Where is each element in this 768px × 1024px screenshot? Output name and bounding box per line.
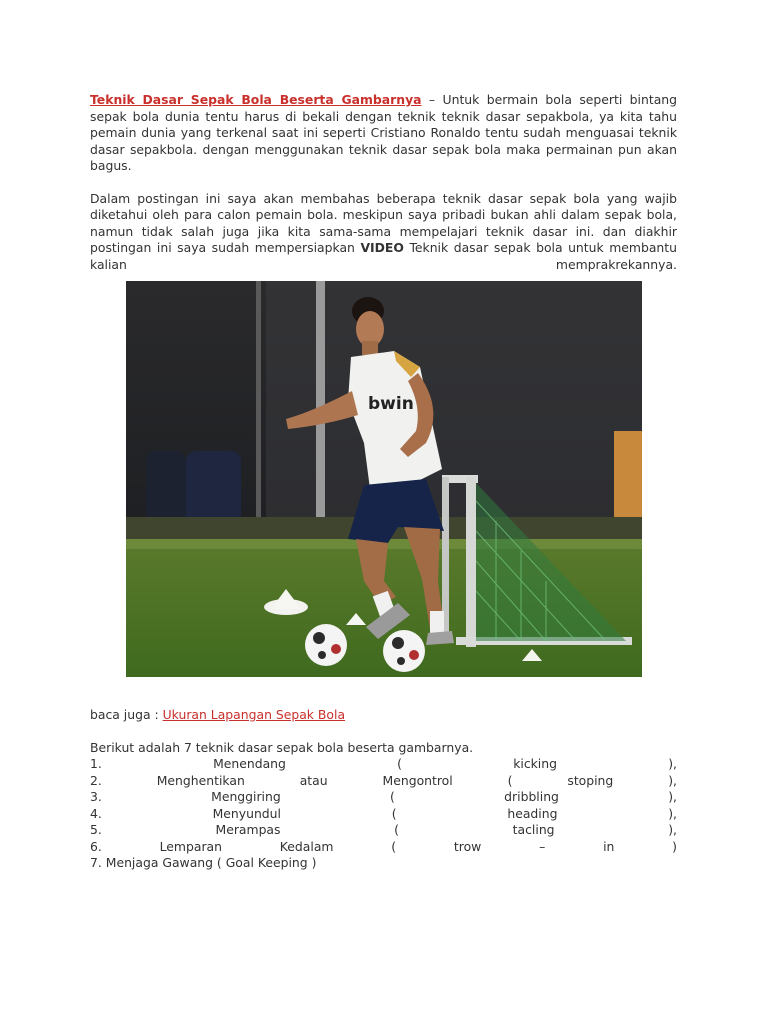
list-item-paren: ( [394, 822, 399, 837]
list-item-dash: – [539, 838, 546, 854]
article [90, 92, 677, 872]
title-link[interactable]: Teknik Dasar Sepak Bola Beserta Gambarnya [90, 92, 422, 107]
list-item-number: 2. [90, 772, 102, 788]
list-item-paren: ) [672, 838, 677, 854]
list-item-paren: ), [668, 789, 677, 804]
list-intro: Berikut adalah 7 teknik dasar sepak bola beserta gambarnya. [90, 739, 474, 755]
intro-text: – Untuk bermain bola seperti bintang sepak bola dunia tentu harus di bekali dengan teknik teknik dasar sepakbola, ya kita tahu pemain dunia yang terkenal saat ini seperti Cristiano Ronaldo tentu sudah menguasai teknik dasar sepakbola. dengan menggunakan teknik dasar sepak bola maka permainan pun akan bagus. [90, 92, 677, 173]
second-paragraph [90, 191, 677, 274]
list-item [90, 789, 677, 806]
list-item [90, 855, 677, 872]
baca-juga-link[interactable]: Ukuran Lapangan Sepak Bola [162, 707, 346, 722]
list-item-term: atau [299, 772, 328, 788]
list-item-term: Menggiring [211, 789, 281, 804]
list-item-english: heading [507, 805, 558, 821]
list-item-term: Menendang [213, 756, 286, 771]
list-item [90, 773, 677, 790]
list-item-term: Kedalam [279, 838, 334, 854]
list-item-term: Mengontrol [382, 772, 453, 788]
intro-paragraph [90, 92, 677, 175]
list-item-paren: ( [390, 789, 395, 804]
video-bold: VIDEO [360, 240, 404, 255]
list-item-number: 6. [90, 838, 102, 854]
list-item-number: 3. [90, 789, 102, 804]
list-item-paren: ), [668, 756, 677, 771]
list-item-paren: ( [397, 756, 402, 771]
list-item-paren: ( [391, 838, 397, 854]
para2-text-after: Teknik dasar sepak bola untuk membantu kalian memprakrekannya. [90, 240, 677, 272]
list-item-paren: ( [507, 772, 513, 788]
para2-text-before: Dalam postingan ini saya akan membahas beberapa teknik dasar sepak bola yang wajib diketahui oleh para calon pemain bola. meskipun saya pribadi bukan ahli dalam sepak bola, namun tidak salah juga jika kita sama-sama mempelajari teknik dasar ini. dan diakhir postingan ini saya sudah mempersiapkan [90, 190, 677, 255]
list-item-number: 4. [90, 805, 102, 821]
list-item-term: Merampas [215, 822, 281, 837]
list-item-paren: ( [391, 805, 397, 821]
list-item-term: Menyundul [212, 805, 281, 821]
list-item-paren: ), [668, 805, 677, 821]
list-item-text: 7. Menjaga Gawang ( Goal Keeping ) [90, 855, 317, 870]
list-item-number: 5. [90, 822, 102, 837]
list-item-english: in [603, 838, 615, 854]
list-item [90, 839, 677, 856]
list-item-number: 1. [90, 756, 102, 771]
list-item-term: Menghentikan [156, 772, 245, 788]
baca-juga [90, 707, 677, 724]
list-item-english: tacling [512, 822, 555, 837]
list-item [90, 822, 677, 839]
list-item [90, 756, 677, 773]
list-item-paren: ), [668, 822, 677, 837]
list-item-english: dribbling [504, 789, 559, 804]
list-item [90, 806, 677, 823]
baca-juga-label: baca juga : [90, 707, 163, 722]
technique-list [90, 740, 677, 872]
list-item-paren: ), [668, 772, 677, 788]
list-item-english: stoping [567, 772, 614, 788]
football-photo [126, 281, 642, 677]
jersey-sponsor: bwin [368, 394, 414, 414]
list-item-english: trow [453, 838, 482, 854]
list-item-term: Lemparan [159, 838, 222, 854]
list-item-english: kicking [513, 756, 557, 771]
